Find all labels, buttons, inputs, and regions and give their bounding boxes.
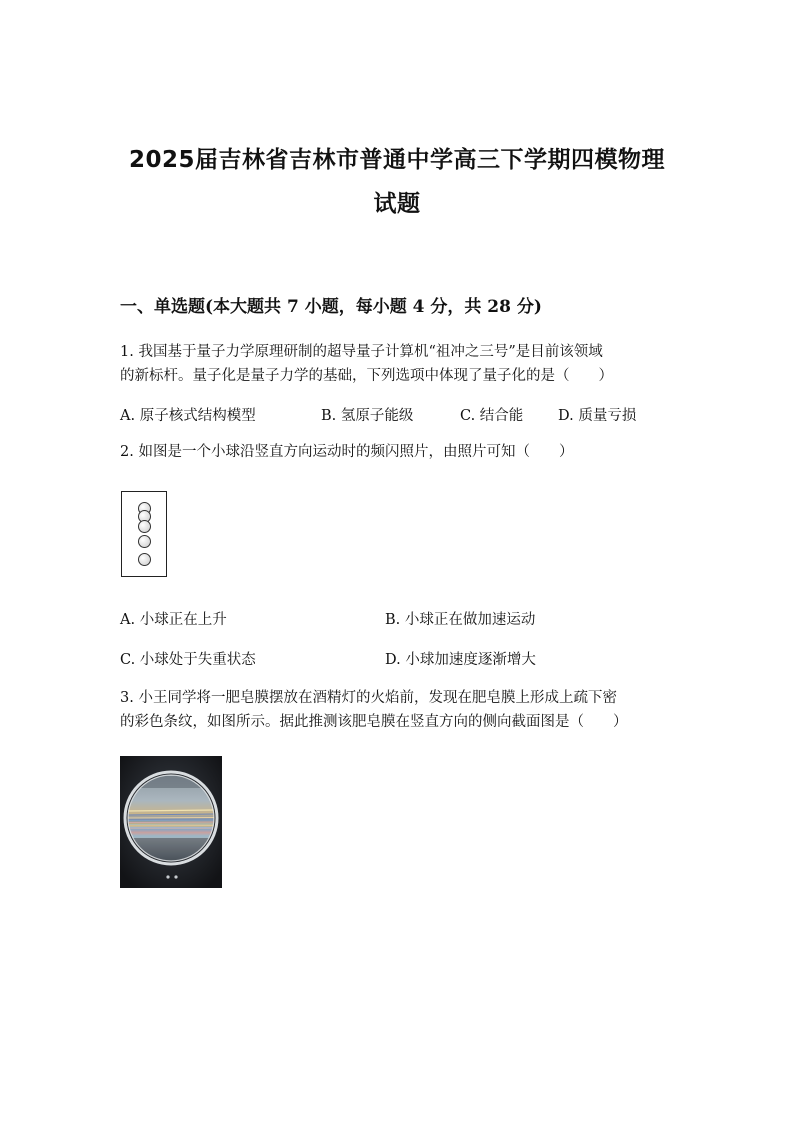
title-line-2: 试题 — [373, 191, 421, 217]
question-1-option-c: C. 结合能 — [460, 408, 524, 424]
section-heading: 一、单选题(本大题共 7 小题，每小题 4 分，共 28 分) — [120, 297, 542, 317]
ball-image-4 — [138, 535, 151, 548]
question-2 — [120, 440, 680, 464]
question-1-option-d: D. 质量亏损 — [558, 408, 637, 424]
question-3-line-1: 3. 小王同学将一肥皂膜摆放在酒精灯的火焰前，发现在肥皂膜上形成上疏下密 — [120, 690, 617, 706]
question-2-option-b: B. 小球正在做加速运动 — [385, 612, 536, 628]
question-2-option-d: D. 小球加速度逐渐增大 — [385, 652, 536, 668]
question-2-option-a: A. 小球正在上升 — [120, 612, 227, 628]
question-3 — [120, 686, 680, 734]
question-1 — [120, 340, 680, 388]
title-line-1: 2025届吉林省吉林市普通中学高三下学期四模物理 — [128, 147, 665, 173]
soap-film-photo — [120, 756, 222, 888]
ball-image-5 — [138, 553, 151, 566]
page-title — [100, 138, 694, 226]
question-2-line-1: 2. 如图是一个小球沿竖直方向运动时的频闪照片，由照片可知（ ） — [120, 444, 574, 460]
ball-image-3 — [138, 520, 151, 533]
question-1-line-1: 1. 我国基于量子力学原理研制的超导量子计算机“祖冲之三号”是目前该领域 — [120, 344, 603, 360]
question-1-option-b: B. 氢原子能级 — [321, 408, 414, 424]
question-3-line-2: 的彩色条纹，如图所示。据此推测该肥皂膜在竖直方向的侧向截面图是（ ） — [120, 714, 628, 730]
strobe-photo-figure — [121, 491, 167, 577]
question-1-line-2: 的新标杆。量子化是量子力学的基础，下列选项中体现了量子化的是（ ） — [120, 368, 613, 384]
question-2-option-c: C. 小球处于失重状态 — [120, 652, 256, 668]
soap-film-illustration — [120, 756, 222, 888]
question-1-option-a: A. 原子核式结构模型 — [120, 408, 256, 424]
